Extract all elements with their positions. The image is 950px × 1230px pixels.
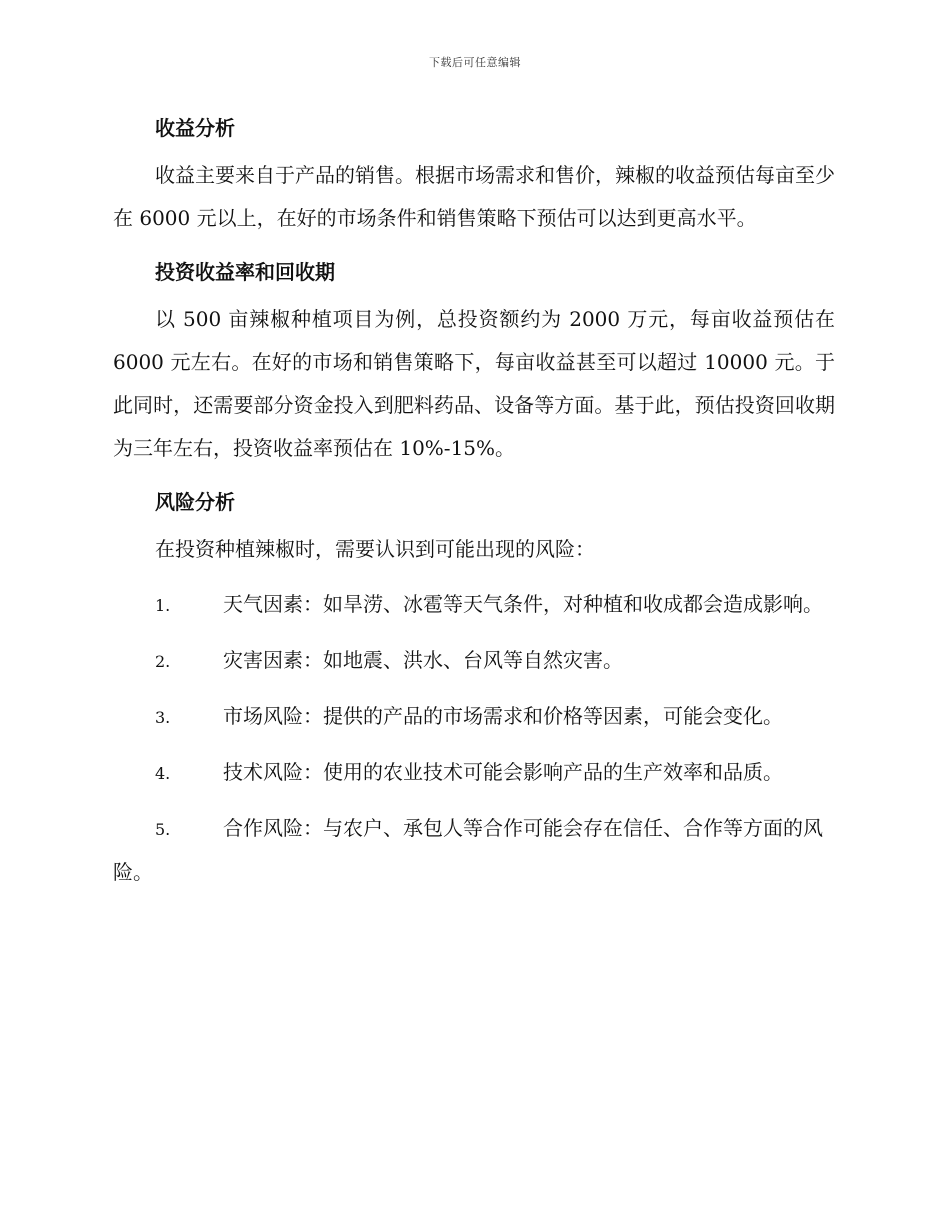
list-item-text: 合作风险：与农户、承包人等合作可能会存在信任、合作等方面的风险。 <box>113 816 823 884</box>
list-item-number: 1. <box>155 596 171 615</box>
list-item-number: 2. <box>155 652 171 671</box>
list-item-text: 天气因素：如旱涝、冰雹等天气条件，对种植和收成都会造成影响。 <box>223 592 823 616</box>
list-item <box>113 583 835 627</box>
list-item-text: 灾害因素：如地震、洪水、台风等自然灾害。 <box>223 648 623 672</box>
list-item <box>113 807 835 894</box>
paragraph-revenue-analysis: 收益主要来自于产品的销售。根据市场需求和售价，辣椒的收益预估每亩至少在 6000 元以上，在好的市场条件和销售策略下预估可以达到更高水平。 <box>113 163 835 230</box>
paragraph-risk-intro: 在投资种植辣椒时，需要认识到可能出现的风险： <box>155 537 595 561</box>
list-item-text: 技术风险：使用的农业技术可能会影响产品的生产效率和品质。 <box>223 760 783 784</box>
list-item <box>113 695 835 739</box>
list-item <box>113 751 835 795</box>
heading-roi-payback: 投资收益率和回收期 <box>155 260 335 284</box>
paragraph-roi-payback: 以 500 亩辣椒种植项目为例，总投资额约为 2000 万元，每亩收益预估在 6000 元左右。在好的市场和销售策略下，每亩收益甚至可以超过 10000 元。于此同时，还需要部分资金投入到肥料药品、设备等方面。基于此，预估投资回收期为三年左右，投资收益率预估在 10%-15%。 <box>113 307 835 460</box>
list-item-text: 市场风险：提供的产品的市场需求和价格等因素，可能会变化。 <box>223 704 783 728</box>
list-item-number: 3. <box>155 708 171 727</box>
list-item-number: 5. <box>155 820 171 839</box>
list-item-number: 4. <box>155 764 171 783</box>
heading-risk-analysis: 风险分析 <box>155 490 235 514</box>
heading-revenue-analysis: 收益分析 <box>155 116 235 140</box>
document-content <box>113 106 835 894</box>
header-note: 下载后可任意编辑 <box>429 56 521 69</box>
list-item <box>113 639 835 683</box>
